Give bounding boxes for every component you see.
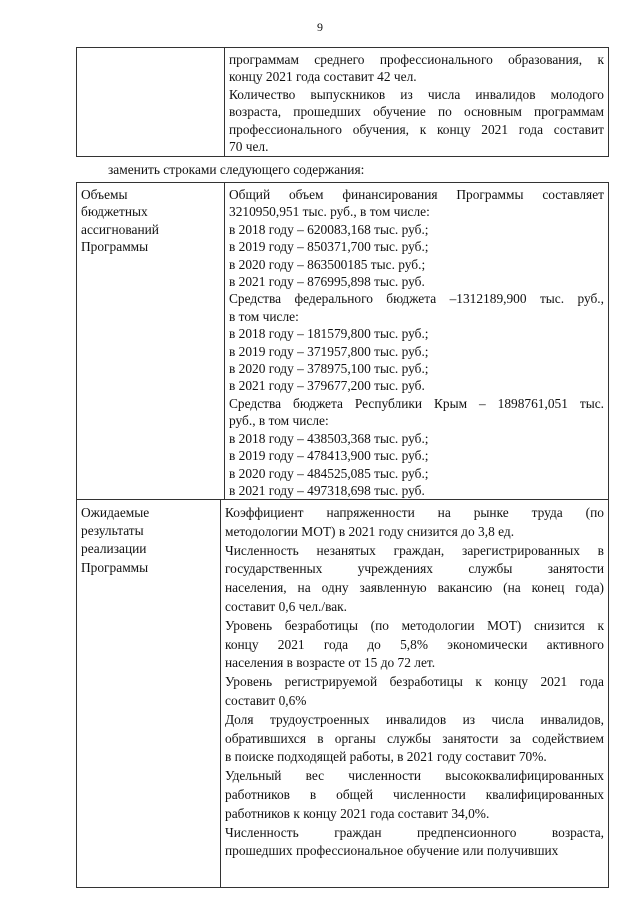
row-label-line: результаты [81, 523, 144, 539]
text-line: Коэффициент напряженности на рынке труда (по [225, 505, 604, 520]
top-table-divider [224, 47, 225, 157]
text-line: населения в возрасте от 15 до 72 лет. [225, 655, 436, 671]
text-line: в 2020 году – 484525,085 тыс. руб.; [229, 465, 429, 481]
text-line: государственных учреждениях службы занятости [225, 561, 604, 577]
text-line: в поиске подходящей работы, в 2021 году составит 70%. [225, 749, 547, 765]
text-line: Численность незанятых граждан, зарегистрированных в [225, 542, 604, 558]
text-line: составит 0,6% [225, 692, 307, 708]
text-line: в том числе: [229, 308, 299, 324]
row-label-line: реализации [81, 541, 147, 557]
text-line: в 2021 году – 876995,898 тыс. руб. [229, 274, 425, 290]
text-line: Доля трудоустроенных инвалидов из числа инвалидов, [225, 711, 604, 727]
text-line: 70 чел. [229, 139, 269, 155]
text-line: в 2020 году – 378975,100 тыс. руб.; [229, 361, 429, 377]
text-line: в 2021 году – 497318,698 тыс. руб. [229, 482, 425, 498]
main-table-divider-upper [224, 182, 225, 500]
page-number: 9 [317, 20, 323, 34]
text-line: профессионального обучения, к концу 2021 года составит [229, 121, 604, 137]
text-line: Общий объем финансирования Программы составляет [229, 187, 604, 202]
replace-instruction: заменить строками следующего содержания: [108, 162, 365, 177]
text-line: работников в общей численности квалифицированных [225, 786, 604, 802]
text-line: работников к концу 2021 года составит 34,0%. [225, 805, 490, 821]
text-line: населения, на одну заявленную вакансию (на конец года) [225, 580, 604, 596]
text-line: Средства бюджета Республики Крым – 1898761,051 тыс. [229, 395, 604, 411]
text-line: в 2018 году – 620083,168 тыс. руб.; [229, 221, 429, 237]
text-line: методологии МОТ) в 2021 году снизится до 3,8 ед. [225, 523, 515, 539]
text-line: 3210950,951 тыс. руб., в том числе: [229, 204, 430, 220]
row-label-line: Объемы [81, 187, 128, 202]
text-line: прошедших профессиональное обучение или получивших [225, 843, 559, 859]
row-label-line: Ожидаемые [81, 505, 150, 520]
text-line: Удельный вес численности высококвалифицированных [225, 768, 604, 784]
text-line: в 2019 году – 478413,900 тыс. руб.; [229, 448, 429, 464]
row-label-line: Программы [81, 559, 149, 575]
text-line: Уровень регистрируемой безработицы к концу 2021 года [225, 674, 604, 690]
text-line: в 2021 году – 379677,200 тыс. руб. [229, 378, 425, 394]
text-line: в 2018 году – 181579,800 тыс. руб.; [229, 326, 429, 342]
text-line: программам среднего профессионального образования, к [229, 52, 604, 67]
main-table-divider-lower [220, 499, 221, 888]
text-line: в 2018 году – 438503,368 тыс. руб.; [229, 430, 429, 446]
text-line: в 2019 году – 850371,700 тыс. руб.; [229, 239, 429, 255]
text-line: Уровень безработицы (по методологии МОТ) снизится к [225, 617, 604, 633]
row-label-line: Программы [81, 239, 149, 255]
results-content [225, 504, 604, 861]
text-line: Численность граждан предпенсионного возраста, [225, 824, 604, 840]
text-line: Количество выпускников из числа инвалидов молодого [229, 86, 604, 102]
text-line: составит 0,6 чел./вак. [225, 598, 348, 614]
row-label-line: ассигнований [81, 221, 159, 237]
text-line: руб., в том числе: [229, 413, 329, 429]
text-line: в 2019 году – 371957,800 тыс. руб.; [229, 343, 429, 359]
text-line: концу 2021 года до 5,8% экономически активного [225, 636, 604, 652]
funding-content [229, 186, 604, 499]
text-line: возраста, прошедших обучение по основным программам [229, 104, 604, 120]
text-line: в 2020 году – 863500185 тыс. руб.; [229, 256, 426, 272]
row-label-line: бюджетных [81, 204, 148, 220]
text-line: обратившихся в органы службы занятости за содействием [225, 730, 604, 746]
text-line: Средства федерального бюджета –1312189,900 тыс. руб., [229, 291, 604, 307]
text-line: концу 2021 года составит 42 чел. [229, 69, 417, 85]
funding-label [81, 186, 219, 256]
results-label [81, 504, 215, 577]
top-table-content [229, 51, 604, 155]
